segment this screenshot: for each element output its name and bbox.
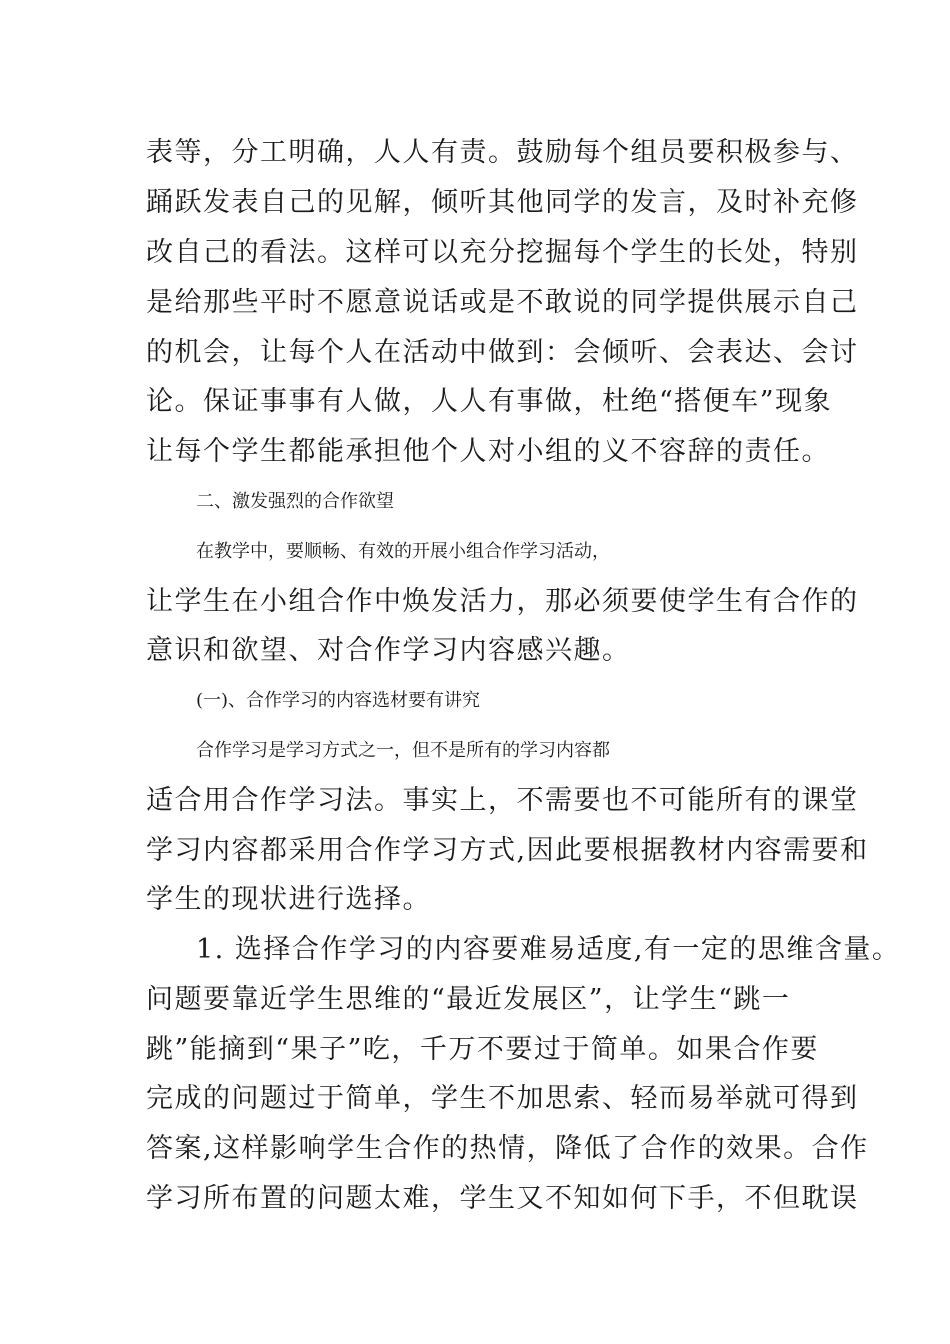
text-line: 论。保证事事有人做，人人有事做，杜绝“搭便车”现象 [146, 386, 833, 417]
text-line: 踊跃发表自己的见解，倾听其他同学的发言，及时补充修 [146, 187, 859, 218]
text-line: 合作学习是学习方式之一，但不是所有的学习内容都 [196, 740, 610, 761]
text-line: 问题要靠近学生思维的“最近发展区”，让学生“跳一 [146, 984, 791, 1015]
text-line: 学习所布置的问题太难，学生又不知如何下手，不但耽误 [146, 1183, 859, 1214]
text-line: 表等，分工明确，人人有责。鼓励每个组员要积极参与、 [146, 137, 859, 168]
text-line: 适合用合作学习法。事实上，不需要也不可能所有的课堂 [146, 785, 859, 816]
text-line: 学生的现状进行选择。 [146, 884, 431, 915]
section-heading: 二、激发强烈的合作欲望 [196, 491, 394, 512]
numbered-item: 1. 选择合作学习的内容要难易适度,有一定的思维含量。 [196, 934, 901, 965]
text-line: 改自己的看法。这样可以充分挖掘每个学生的长处，特别 [146, 237, 859, 268]
text-line: 让学生在小组合作中焕发活力，那必须要使学生有合作的 [146, 586, 859, 617]
text-line: 是给那些平时不愿意说话或是不敢说的同学提供展示自己 [146, 287, 859, 318]
text-line: 让每个学生都能承担他个人对小组的义不容辞的责任。 [146, 436, 830, 467]
text-line: 跳”能摘到“果子”吃，千万不要过于简单。如果合作要 [146, 1034, 819, 1065]
text-line: 完成的问题过于简单，学生不加思索、轻而易举就可得到 [146, 1083, 859, 1114]
text-line: 学习内容都采用合作学习方式,因此要根据教材内容需要和 [146, 835, 869, 866]
text-line: 意识和欲望、对合作学习内容感兴趣。 [146, 635, 631, 666]
subsection-heading: (一)、合作学习的内容选材要有讲究 [196, 690, 481, 711]
text-line: 在教学中，要顺畅、有效的开展小组合作学习活动， [196, 541, 610, 562]
text-line: 答案,这样影响学生合作的热情，降低了合作的效果。合作 [146, 1133, 869, 1164]
text-line: 的机会，让每个人在活动中做到：会倾听、会表达、会讨 [146, 337, 859, 368]
